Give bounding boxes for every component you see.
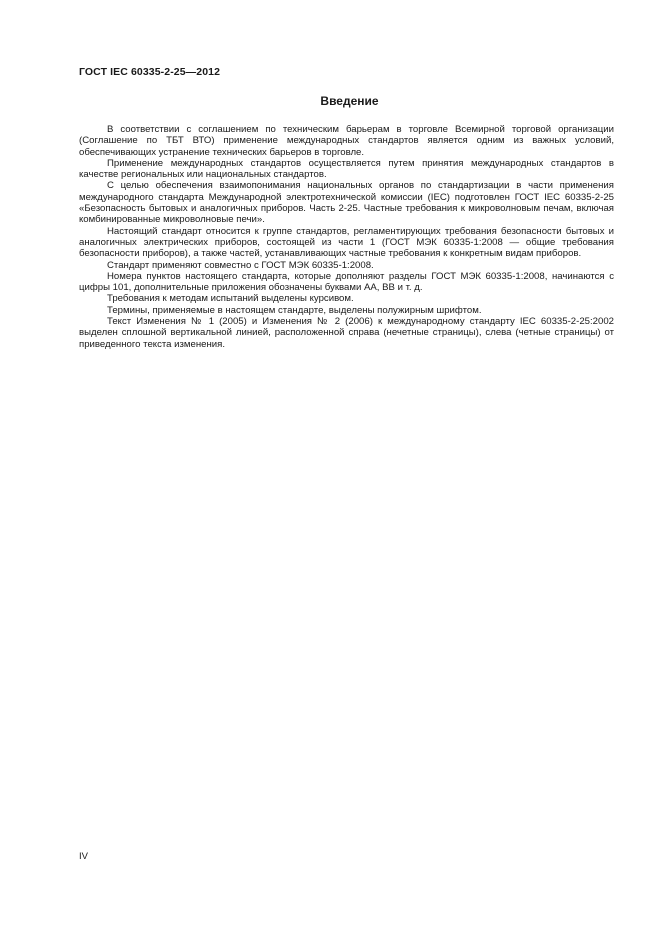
paragraph-amendments: Текст Изменения № 1 (2005) и Изменения № 2 (2006) к международному стандарту IEC 60335-2-25:2002 выделен сплошной вертикальной линией, расположенной справа (нечетные страницы), слева (четные страницы) от приведенного текста изменения. [79, 316, 614, 350]
paragraph-scope: Настоящий стандарт относится к группе стандартов, регламентирующих требования безопасности бытовых и аналогичных электрических приборов, состоящей из части 1 (ГОСТ МЭК 60335-1:2008 — общие требования безопасности приборов), а также частей, устанавливающих частные требования к конкретным видам приборов. [79, 225, 614, 260]
page-number: IV [79, 851, 88, 862]
paragraph-terms: Термины, применяемые в настоящем стандарте, выделены полужирным шрифтом. [107, 304, 482, 316]
paragraph-joint-use: Стандарт применяют совместно с ГОСТ МЭК 60335-1:2008. [107, 259, 374, 271]
paragraph-test-methods: Требования к методам испытаний выделены курсивом. [107, 293, 354, 305]
document-code-header: ГОСТ IEC 60335-2-25—2012 [79, 66, 221, 78]
paragraph-adoption: Применение международных стандартов осуществляется путем принятия международных стандартов в качестве региональных или национальных стандартов. [79, 157, 614, 181]
paragraph-purpose: С целью обеспечения взаимопонимания национальных органов по стандартизации в части применения международного стандарта Международной электротехнической комиссии (IEC) подготовлен ГОСТ IEC 60335-2-25 «Безопасность бытовых и аналогичных приборов. Часть 2-25. Частные требования к микроволновым печам, включая комбинированные микроволновые печи». [79, 180, 614, 226]
introduction-body [79, 124, 614, 350]
section-title: Введение [320, 94, 379, 108]
paragraph-wto-agreement: В соответствии с соглашением по техническим барьерам в торговле Всемирной торговой организации (Соглашение по ТБТ ВТО) применение международных стандартов является одним из важных условий, обеспечивающих устранение технических барьеров в торговле. [79, 124, 614, 158]
paragraph-numbering: Номера пунктов настоящего стандарта, которые дополняют разделы ГОСТ МЭК 60335-1:2008, начинаются с цифры 101, дополнительные приложения обозначены буквами АА, ВВ и т. д. [79, 270, 614, 294]
